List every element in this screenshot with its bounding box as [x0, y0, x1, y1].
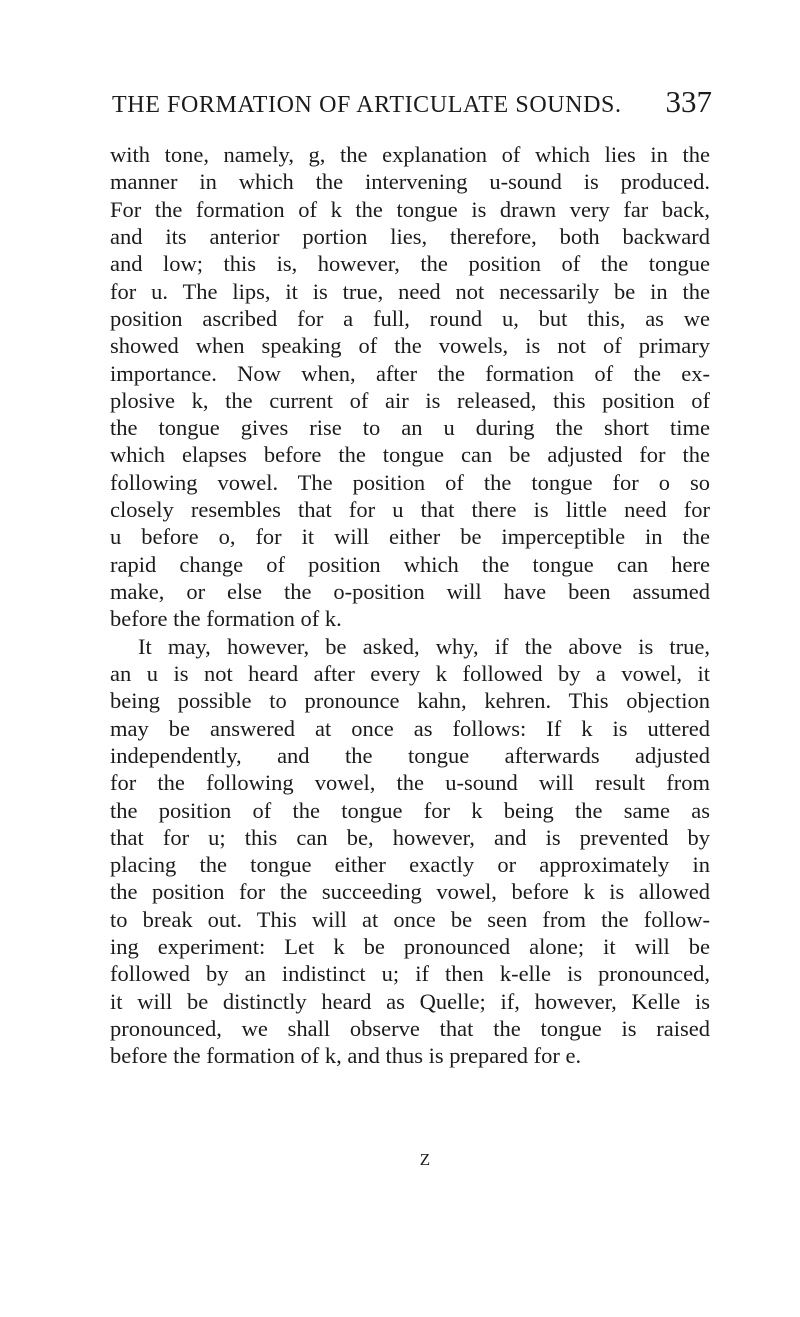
text-line: the position of the tongue for k being the same as: [110, 797, 710, 823]
text-line: that for u; this can be, however, and is prevented by: [110, 824, 710, 850]
running-head: [112, 84, 712, 124]
text-line: and its anterior portion lies, therefore, both backward: [110, 223, 710, 249]
text-line: with tone, namely, g, the explanation of which lies in the: [110, 142, 710, 167]
text-line: position ascribed for a full, round u, but this, as we: [110, 305, 710, 331]
chapter-title: THE FORMATION OF ARTICULATE SOUNDS.: [112, 92, 622, 118]
paragraph-2: [110, 633, 710, 1070]
text-line: make, or else the o-position will have been assumed: [110, 579, 710, 604]
text-line: which elapses before the tongue can be adjusted for the: [110, 442, 710, 468]
text-line: being possible to pronounce kahn, kehren. This objection: [110, 688, 710, 714]
signature-mark: Z: [419, 1150, 431, 1169]
body-text: [110, 141, 710, 1070]
text-line: ing experiment: Let k be pronounced alone; it will be: [110, 934, 710, 960]
text-line: importance. Now when, after the formation of the ex-: [110, 360, 710, 386]
text-line: For the formation of k the tongue is drawn very far back,: [110, 196, 710, 222]
text-line: pronounced, we shall observe that the tongue is raised: [110, 1016, 710, 1041]
text-line: for the following vowel, the u-sound will result from: [110, 770, 710, 796]
text-line: may be answered at once as follows: If k is uttered: [110, 715, 710, 741]
page-number: 337: [665, 84, 712, 119]
text-line: the position for the succeeding vowel, before k is allowed: [110, 879, 710, 905]
text-line: independently, and the tongue afterwards adjusted: [110, 742, 710, 768]
text-line: for u. The lips, it is true, need not necessarily be in the: [110, 278, 710, 304]
text-line: and low; this is, however, the position of the tongue: [110, 251, 710, 277]
text-line: before the formation of k.: [110, 606, 342, 632]
text-line: before the formation of k, and thus is prepared for e.: [110, 1043, 582, 1069]
text-line: showed when speaking of the vowels, is not of primary: [110, 333, 710, 359]
text-line: It may, however, be asked, why, if the above is true,: [138, 633, 710, 659]
text-line: manner in which the intervening u-sound is produced.: [110, 169, 710, 195]
text-line: following vowel. The position of the tongue for o so: [110, 469, 710, 495]
text-line: an u is not heard after every k followed by a vowel, it: [110, 660, 710, 686]
text-line: the tongue gives rise to an u during the short time: [110, 415, 710, 441]
text-line: it will be distinctly heard as Quelle; if, however, Kelle is: [110, 988, 710, 1014]
text-line: to break out. This will at once be seen from the follow-: [110, 906, 710, 932]
text-line: followed by an indistinct u; if then k-elle is pronounced,: [110, 961, 710, 987]
text-line: closely resembles that for u that there is little need for: [110, 497, 710, 523]
text-line: u before o, for it will either be imperceptible in the: [110, 524, 710, 550]
text-line: placing the tongue either exactly or approximately in: [110, 852, 710, 878]
paragraph-1: [110, 141, 710, 633]
text-line: rapid change of position which the tongue can here: [110, 551, 710, 577]
text-line: plosive k, the current of air is released, this position of: [110, 387, 710, 413]
